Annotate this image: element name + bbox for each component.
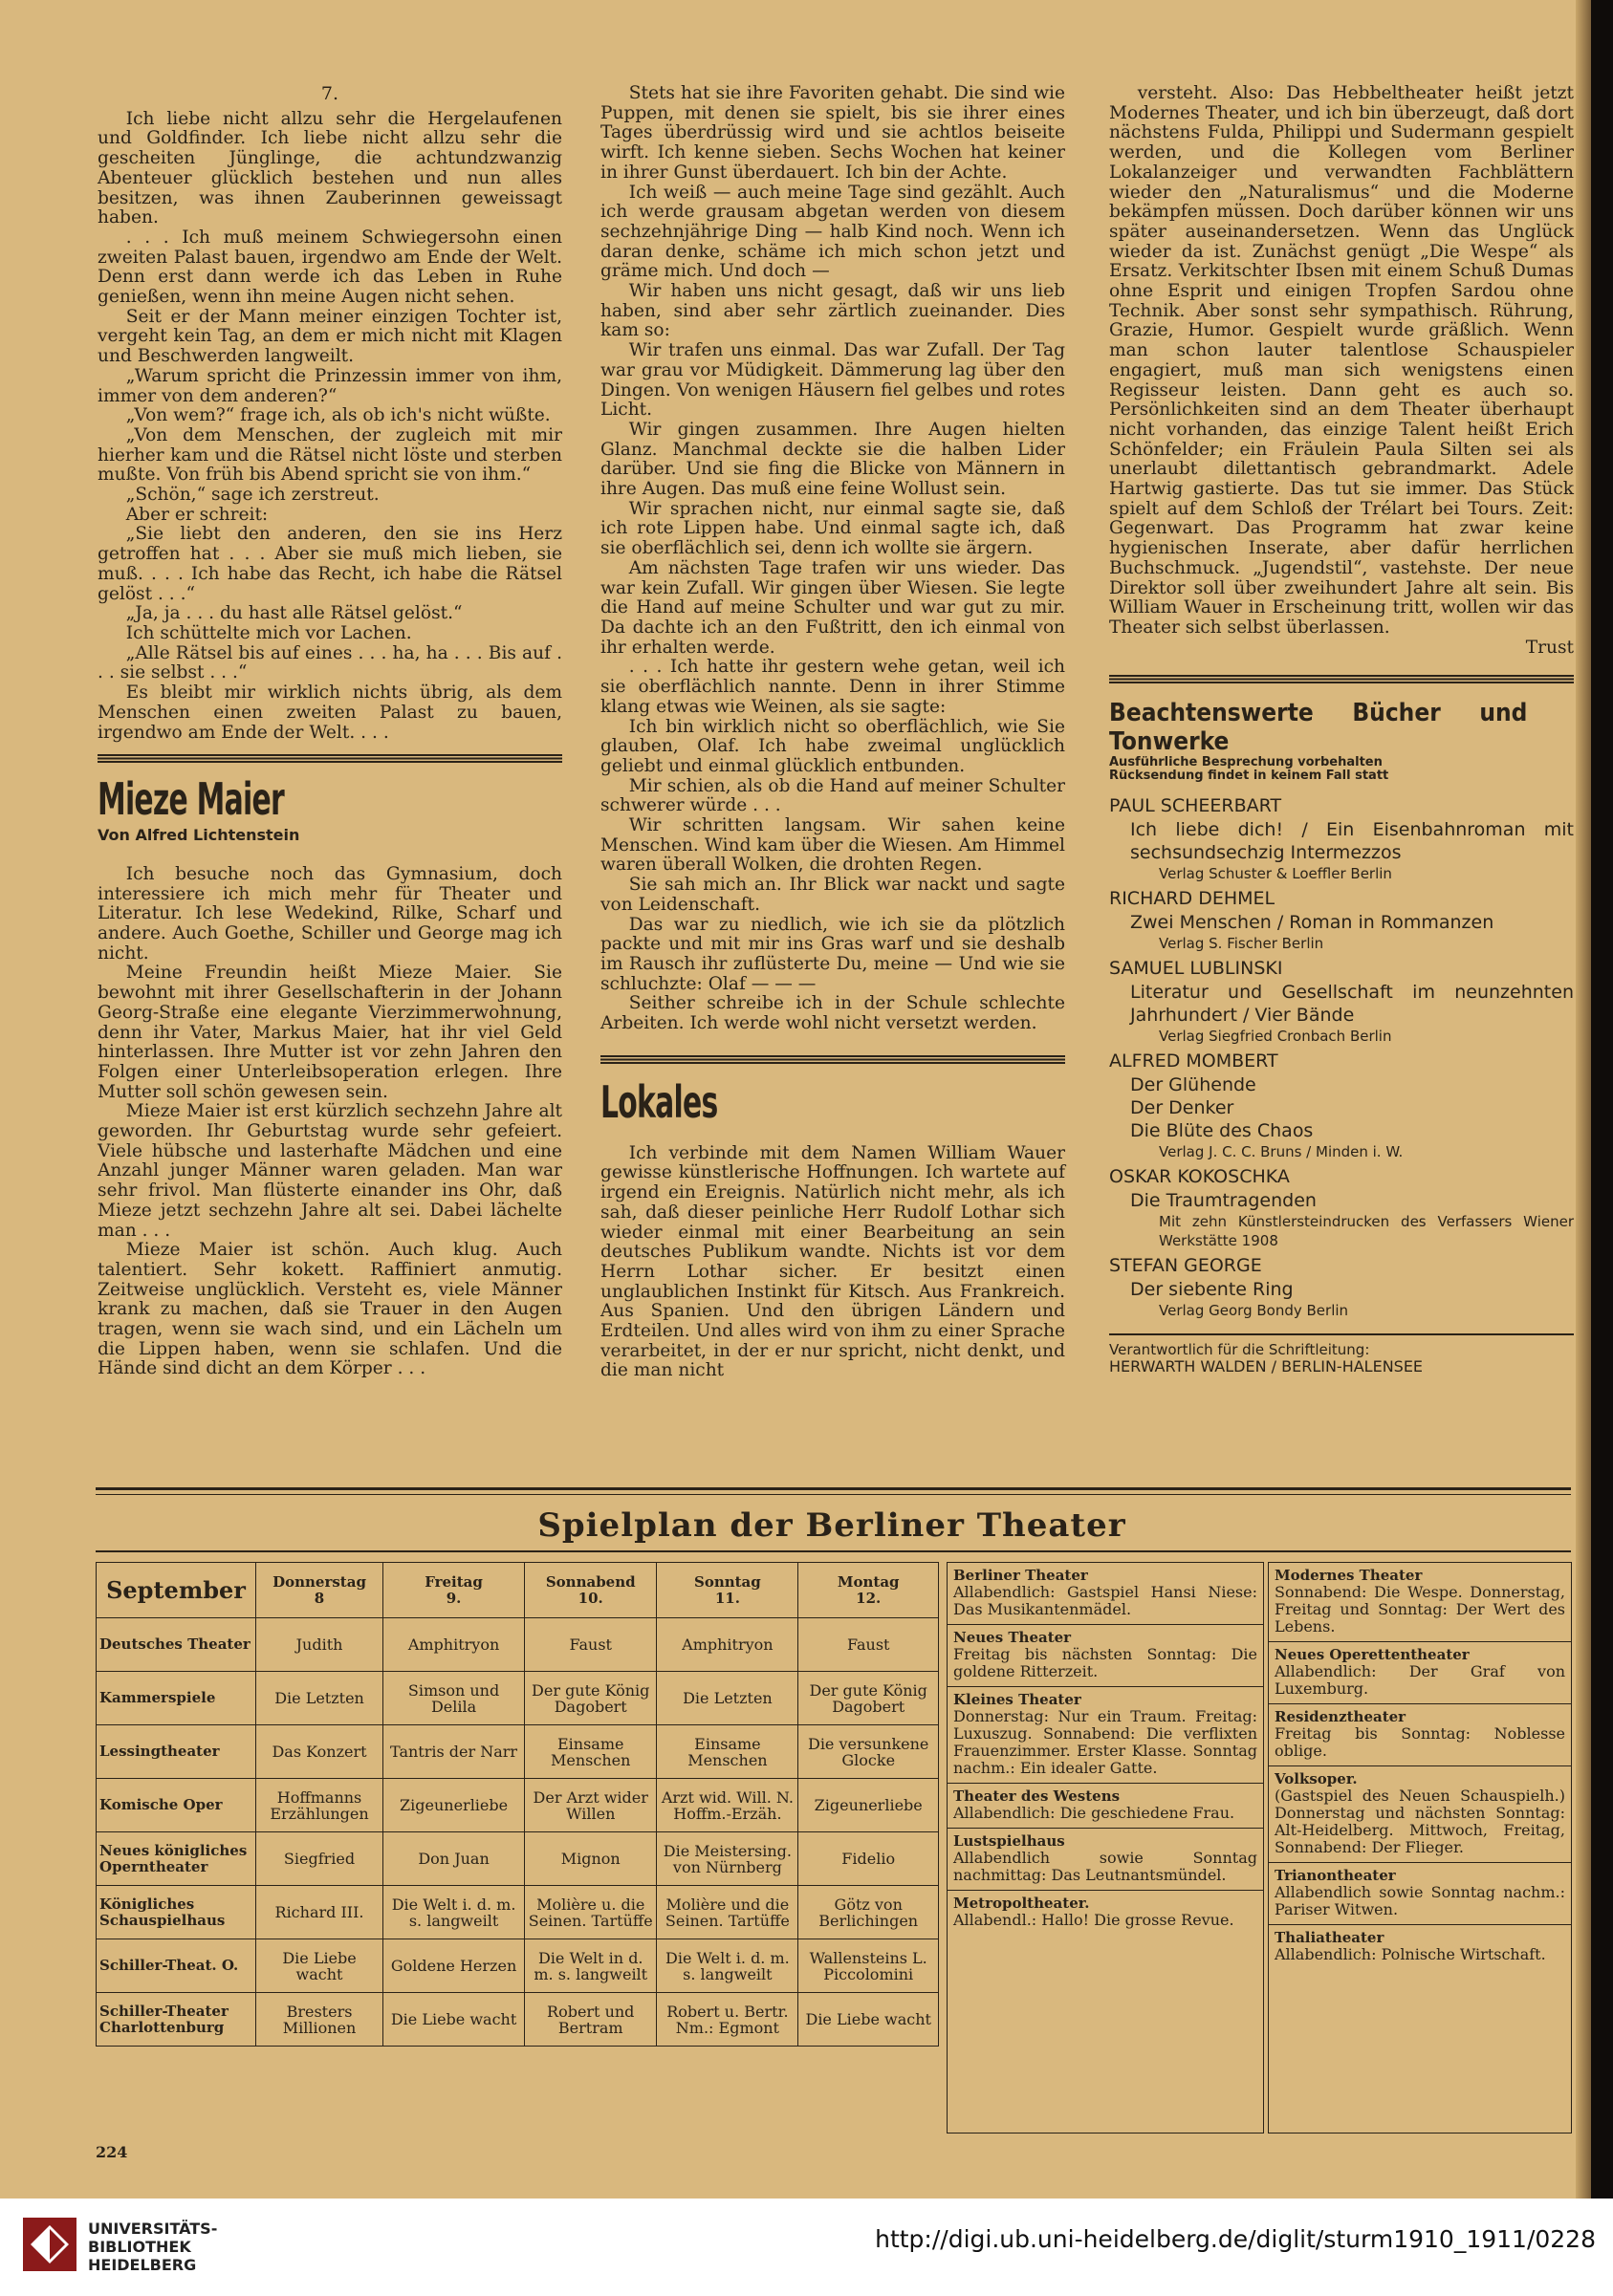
responsible-divider: [1109, 1333, 1574, 1335]
theater-program: Allabendlich: Der Graf von Luxemburg.: [1275, 1662, 1565, 1698]
day-date: 9.: [446, 1589, 462, 1607]
book-entry: [1109, 887, 1574, 953]
paragraph: „Von wem?“ frage ich, als ob ich's nicht wüßte.: [125, 405, 551, 426]
spielplan-cell: Das Konzert: [256, 1725, 383, 1779]
book-publisher: Mit zehn Künstlersteindrucken des Verfassers Wiener Werkstätte 1908: [1159, 1213, 1574, 1250]
spielplan-cell: Götz von Berlichingen: [798, 1886, 939, 1939]
column-2-rule: [600, 1055, 1065, 1064]
theater-entry: [1269, 1766, 1571, 1863]
day-name: Montag: [837, 1572, 900, 1591]
spielplan-day-header: [383, 1563, 525, 1618]
book-publisher: Verlag Schuster & Loeffler Berlin: [1159, 865, 1392, 883]
page-number-bottom: 224: [96, 2143, 128, 2161]
spielplan-cell: Amphitryon: [657, 1618, 798, 1672]
spielplan-cell: Arzt wid. Will. N. Hoffm.-Erzäh.: [657, 1779, 798, 1832]
book-author: SAMUEL LUBLINSKI: [1109, 958, 1283, 980]
spielplan-day-header: [657, 1563, 798, 1618]
day-name: Donnerstag: [272, 1572, 366, 1591]
paragraph: versteht. Also: Das Hebbeltheater heißt jetzt Modernes Theater, und ich bin überzeugt, daß dort nächstens Fulda, Philippi und Sudermann gespielt werden, und die Kollegen vom Berliner Lokalanzeiger und verwandten Fachblättern wieder den „Naturalismus“ und die Moderne bekämpfen müssen. Doch darüber können wir uns später auseinandersetzen. Wenn das Unglück wieder da ist. Zunächst genügt „Die Wespe“ als Ersatz. Verkitschter Ibsen mit einem Schuß Dumas ohne Esprit und einigen Tropfen Sardou ohne Technik. Aber sonst sehr sympathisch. Rührung, Grazie, Humor. Gespielt wurde gräßlich. Wenn man schon lauter talentlose Schauspieler engagiert, muß man sich wenigstens einen Regisseur leisten. Dann geht es auch so. Persönlichkeiten sind an dem Theater überhaupt nicht vorhanden, das einzige Talent heißt Erich Schönfelder; ein Fräulein Paula Silten sei als unerlaubt dilettantisch gebrandmarkt. Adele Hartwig gastierte. Das tut sie immer. Das Stück spielt auf dem Schloß der Trélart bei Tours. Zeit: Gegenwart. Das Programm hat zwar keine hygienischen Inserate, aber dafür herrlichen Buchschmuck. „Jugendstil“, vastehste. Der neue Direktor soll über zweihundert Jahre alt sein. Bis William Wauer in Erscheinung tritt, wollen wir das Theater sich selbst überlassen.: [1109, 83, 1574, 638]
theater-entry: [948, 1829, 1263, 1891]
source-url-link[interactable]: http://digi.ub.uni-heidelberg.de/diglit/sturm1910_1911/0228: [875, 2225, 1596, 2253]
theater-box-right: [1268, 1562, 1572, 2134]
theater-name: Lustspielhaus: [953, 1832, 1065, 1850]
paragraph: Wir haben uns nicht gesagt, daß wir uns lieb haben, sind aber sehr zärtlich zueinander. Dies kam so:: [600, 281, 1065, 341]
paragraph: Ich liebe nicht allzu sehr die Hergelaufenen und Goldfinder. Ich liebe nicht allzu sehr die gescheiten Jünglinge, die achtundzwanzig Abenteuer glücklich bestehen und nun alles besitzen, was ihnen Zauberinnen geweissagt haben.: [98, 108, 562, 228]
day-date: 12.: [856, 1589, 882, 1607]
theater-entry: [948, 1625, 1263, 1687]
spielplan-theater: Deutsches Theater: [97, 1618, 256, 1672]
paragraph: Aber er schreit:: [125, 504, 269, 525]
theater-program: Donnerstag: Nur ein Traum. Freitag: Luxuszug. Sonnabend: Die verflixten Frauenzimmer. Erster Klasse. Sonntag nachm.: Ein idealer Gatte.: [953, 1707, 1257, 1777]
paragraph: Wir schritten langsam. Wir sahen keine Menschen. Wind kam über die Wiesen. Am Himmel waren überall Wolken, die drohten Regen.: [600, 815, 1065, 876]
paragraph: „Von dem Menschen, der zugleich mit mir hierher kam und die Rätsel nicht löste und sterben mußte. Von früh bis Abend spricht sie von ihm.“: [98, 424, 562, 486]
spielplan-row: [97, 1725, 939, 1779]
column-2-text: [600, 84, 1065, 1034]
spielplan-cell: Don Juan: [383, 1832, 525, 1886]
spielplan-cell: Robert u. Bertr. Nm.: Egmont: [657, 1993, 798, 2047]
spielplan-cell: Die Liebe wacht: [383, 1993, 525, 2047]
spielplan-cell: Einsame Menschen: [657, 1725, 798, 1779]
library-name: [88, 2220, 217, 2274]
spielplan-cell: Tantris der Narr: [383, 1725, 525, 1779]
theater-program: (Gastspiel des Neuen Schauspielh.) Donnerstag und nächsten Sonntag: Alt-Heidelberg. Mittwoch, Freitag, Sonnabend: Der Flieger.: [1275, 1787, 1565, 1856]
paragraph: Mir schien, als ob die Hand auf meiner Schulter schwerer würde . . .: [600, 775, 1065, 816]
university-seal-icon: [21, 2216, 78, 2273]
spielplan-cell: Die Letzten: [657, 1672, 798, 1725]
spielplan-top-rule-2: [96, 1494, 1571, 1495]
book-author: STEFAN GEORGE: [1109, 1255, 1262, 1277]
column-3-text: [1109, 84, 1574, 639]
theater-box-left: [947, 1562, 1264, 2134]
library-name-line: HEIDELBERG: [88, 2256, 197, 2274]
spielplan-row: [97, 1672, 939, 1725]
book-title: Die Blüte des Chaos: [1130, 1120, 1314, 1142]
spielplan-row: [97, 1939, 939, 1993]
spielplan-cell: Zigeunerliebe: [383, 1779, 525, 1832]
books-list: [1109, 794, 1574, 1320]
theater-entry: [948, 1687, 1263, 1784]
theater-program: Allabendl.: Hallo! Die grosse Revue.: [953, 1911, 1234, 1929]
theater-name: Neues Operettentheater: [1275, 1646, 1470, 1663]
spielplan-cell: Faust: [525, 1618, 657, 1672]
book-entry: [1109, 794, 1574, 883]
spielplan-cell: Hoffmanns Erzählungen: [256, 1779, 383, 1832]
spielplan-body: [97, 1618, 939, 2047]
theater-entry: [948, 1563, 1263, 1625]
spielplan-cell: Die Letzten: [256, 1672, 383, 1725]
theater-name: Residenztheater: [1275, 1708, 1406, 1725]
spielplan-theater: Lessingtheater: [97, 1725, 256, 1779]
spielplan-theater: Schiller-Theat. O.: [97, 1939, 256, 1993]
spielplan-row: [97, 1886, 939, 1939]
paragraph: Sie sah mich an. Ihr Blick war nackt und sagte von Leidenschaft.: [600, 875, 1065, 915]
paragraph: Mieze Maier ist schön. Auch klug. Auch talentiert. Sehr kokett. Raffiniert anmutig. Zeitweise unglücklich. Versteht es, viele Männer krank zu machen, daß sie Trauer in den Augen tragen, wenn sie wach sind, und ein Lächeln um die Lippen haben, wenn sie schlafen. Und die Hände sind dicht an dem Körper . . .: [98, 1240, 562, 1379]
paragraph: Ich besuche noch das Gymnasium, doch interessiere ich mich mehr für Theater und Literatur. Ich lese Wedekind, Rilke, Scharf und andere. Auch Goethe, Schiller und George mag ich nicht.: [98, 863, 562, 964]
column-2: [600, 84, 1065, 1381]
spielplan-header-row: [97, 1563, 939, 1618]
story-lokales: [600, 1144, 1065, 1381]
spielplan-cell: Judith: [256, 1618, 383, 1672]
spielplan-cell: Molière u. die Seinen. Tartüffe: [525, 1886, 657, 1939]
book-author: OSKAR KOKOSCHKA: [1109, 1166, 1290, 1188]
spielplan-cell: Der gute König Dagobert: [798, 1672, 939, 1725]
book-publisher: Verlag J. C. C. Bruns / Minden i. W.: [1159, 1143, 1404, 1161]
paragraph: Meine Freundin heißt Mieze Maier. Sie bewohnt mit ihrer Gesellschafterin in der Johann Georg-Straße eine elegante Vierzimmerwohnung, denn ihr Vater, Markus Maier, hat ihr viel Geld hinterlassen. Ihre Mutter ist vor zehn Jahren den Folgen einer Unterleibsoperation erlegen. Ihre Mutter soll schön gewesen sein.: [98, 963, 562, 1102]
book-title: Der Glühende: [1130, 1074, 1256, 1096]
day-date: 11.: [714, 1589, 740, 1607]
paragraph: „Sie liebt den anderen, den sie ins Herz getroffen hat . . . Aber sie muß mich lieben, sie muß. . . . Ich habe das Recht, ich habe die Rätsel gelöst . . .“: [98, 524, 562, 604]
spielplan-cell: Die Welt i. d. m. s. langweilt: [383, 1886, 525, 1939]
theater-entry: [1269, 1642, 1571, 1704]
spielplan-row: [97, 1832, 939, 1886]
paragraph: Seither schreibe ich in der Schule schlechte Arbeiten. Ich werde wohl nicht versetzt werden.: [600, 993, 1065, 1034]
spielplan-cell: Wallensteins L. Piccolomini: [798, 1939, 939, 1993]
theater-program: Allabendlich sowie Sonntag nachmittag: Das Leutnantsmündel.: [953, 1849, 1257, 1884]
theater-entry: [948, 1891, 1263, 1935]
spielplan-cell: Der gute König Dagobert: [525, 1672, 657, 1725]
book-entry: [1109, 1165, 1574, 1250]
byline: Von Alfred Lichtenstein: [98, 826, 300, 845]
theater-name: Thaliatheater: [1275, 1929, 1384, 1946]
paragraph: Wir trafen uns einmal. Das war Zufall. Der Tag war grau vor Müdigkeit. Dämmerung lag über den Dingen. Von wenigen Häusern fiel gelbes und rotes Licht.: [600, 340, 1065, 421]
spielplan-cell: Molière und die Seinen. Tartüffe: [657, 1886, 798, 1939]
theater-name: Theater des Westens: [953, 1787, 1121, 1805]
books-subtitle-line: Ausführliche Besprechung vorbehalten: [1109, 755, 1383, 770]
theater-entry: [1269, 1563, 1571, 1642]
spielplan-row: [97, 1993, 939, 2047]
theater-entry: [1269, 1704, 1571, 1766]
day-name: Sonntag: [693, 1572, 761, 1591]
page-number-top: 7.: [320, 83, 339, 104]
spielplan-cell: Amphitryon: [383, 1618, 525, 1672]
theater-name: Volksoper.: [1275, 1770, 1358, 1787]
library-footer: [0, 2199, 1613, 2296]
theater-program: Freitag bis nächsten Sonntag: Die goldene Ritterzeit.: [953, 1645, 1257, 1680]
paragraph: „Schön,“ sage ich zerstreut.: [125, 485, 380, 506]
signature: Trust: [1525, 637, 1574, 658]
spielplan-theater: Schiller-Theater Charlottenburg: [97, 1993, 256, 2047]
responsible-label: Verantwortlich für die Schriftleitung:: [1109, 1341, 1370, 1359]
day-name: Sonnabend: [545, 1572, 636, 1591]
book-entry: [1109, 1050, 1574, 1161]
scan-edge: [1591, 0, 1613, 2199]
spielplan-cell: Fidelio: [798, 1832, 939, 1886]
theater-program: Freitag bis Sonntag: Noblesse oblige.: [1275, 1724, 1565, 1760]
spielplan-cell: Siegfried: [256, 1832, 383, 1886]
spielplan-day-header: [798, 1563, 939, 1618]
paragraph: Stets hat sie ihre Favoriten gehabt. Die sind wie Puppen, mit denen sie spielt, bis sie ihrer eines Tages überdrüssig wird und sie achtlos beiseite wirft. Ich kenne sieben. Sechs Wochen hat keiner in ihrer Gunst überdauert. Ich bin der Achte.: [600, 83, 1065, 183]
paragraph: Mieze Maier ist erst kürzlich sechzehn Jahre alt geworden. Ihr Geburtstag wurde sehr gefeiert. Viele hübsche und lasterhafte Mädchen und eine Anzahl junger Männer waren geladen. Man war sehr frivol. Man flüsterte einander ins Ohr, daß Mieze jetzt sechzehn Jahre alt sei. Dabei lächelte man . . .: [98, 1101, 562, 1241]
paragraph: Wir sprachen nicht, nur einmal sagte sie, daß ich rote Lippen habe. Und einmal sagte ich, daß sie oberflächlich sei, denn ich wollte sie ärgern.: [600, 498, 1065, 559]
paragraph: Es bleibt mir wirklich nichts übrig, als dem Menschen einen zweiten Palast zu bauen, irgendwo am Ende der Welt. . . .: [98, 682, 562, 743]
spielplan-cell: Die Liebe wacht: [256, 1939, 383, 1993]
page-edge: [1576, 0, 1591, 2199]
paragraph: Ich verbinde mit dem Namen William Wauer gewisse künstlerische Hoffnungen. Ich wartete auf irgend ein Ereignis. Natürlich nicht mehr, als ich sah, daß dieser peinliche Herr Rudolf Lothar sich wieder einmal mit einer Bearbeitung an sein deutsches Publikum wandte. Nichts ist vor dem Herrn Lothar sicher. Er besitzt einen unglaublichen Instinkt für Kitsch. Aus Frankreich. Aus Spanien. Und den übrigen Ländern und Erdteilen. Und alles wird von ihm zu einer Sprache verarbeitet, in der er nur spricht, nicht denkt, und die man nicht: [600, 1142, 1065, 1381]
spielplan-cell: Die Liebe wacht: [798, 1993, 939, 2047]
theater-program: Sonnabend: Die Wespe. Donnerstag, Freitag und Sonntag: Der Wert des Lebens.: [1275, 1583, 1565, 1635]
spielplan-title: Spielplan der Berliner Theater: [537, 1506, 1126, 1545]
theater-program: Allabendlich: Polnische Wirtschaft.: [1275, 1945, 1546, 1963]
spielplan-day-header: [525, 1563, 657, 1618]
theater-name: Berliner Theater: [953, 1567, 1088, 1584]
book-author: RICHARD DEHMEL: [1109, 888, 1275, 910]
headline-mieze-maier: Mieze Maier: [98, 773, 284, 826]
book-title: Zwei Menschen / Roman in Rommanzen: [1130, 912, 1494, 934]
paragraph: „Ja, ja . . . du hast alle Rätsel gelöst.“: [125, 603, 463, 624]
spielplan-day-header: [256, 1563, 383, 1618]
spielplan-cell: Die Meistersing. von Nürnberg: [657, 1832, 798, 1886]
day-name: Freitag: [425, 1572, 483, 1591]
spielplan-cell: Einsame Menschen: [525, 1725, 657, 1779]
book-publisher: Verlag S. Fischer Berlin: [1159, 935, 1324, 953]
responsible-editor: [1109, 1341, 1574, 1375]
paragraph: Ich schüttelte mich vor Lachen.: [125, 622, 412, 643]
theater-name: Neues Theater: [953, 1629, 1072, 1646]
column-1-text: [98, 110, 562, 744]
paragraph: . . . Ich hatte ihr gestern wehe getan, weil ich sie oberflächlich nannte. Denn in ihrer Stimme klang etwas wie Weinen, als sie sagte:: [600, 657, 1065, 717]
paragraph: Seit er der Mann meiner einzigen Tochter ist, vergeht kein Tag, an dem er mich nicht mit Klagen und Beschwerden langweilt.: [98, 306, 562, 367]
column-1: [98, 84, 562, 1379]
spielplan-cell: Simson und Delila: [383, 1672, 525, 1725]
spielplan-cell: Bresters Millionen: [256, 1993, 383, 2047]
theater-entry: [1269, 1925, 1571, 1969]
library-name-line: BIBLIOTHEK: [88, 2238, 191, 2256]
day-date: 8: [314, 1589, 325, 1607]
story-mieze-maier: [98, 865, 562, 1379]
spielplan-cell: Zigeunerliebe: [798, 1779, 939, 1832]
paragraph: . . . Ich muß meinem Schwiegersohn einen zweiten Palast bauen, irgendwo am Ende der Welt. Denn erst dann werde ich das Leben in Ruhe genießen, wenn ihn meine Augen nicht sehen.: [98, 227, 562, 308]
book-title: Der Denker: [1130, 1097, 1234, 1119]
theater-program: Allabendlich: Gastspiel Hansi Niese: Das Musikantenmädel.: [953, 1583, 1257, 1618]
paragraph: Ich bin wirklich nicht so oberflächlich, wie Sie glauben, Olaf. Ich habe zweimal unglücklich geliebt und einmal glücklich entbunden.: [600, 716, 1065, 776]
column-3: [1109, 84, 1574, 1375]
book-author: PAUL SCHEERBART: [1109, 795, 1282, 817]
spielplan-cell: Mignon: [525, 1832, 657, 1886]
day-date: 10.: [578, 1589, 603, 1607]
book-title: Die Traumtragenden: [1130, 1190, 1317, 1212]
responsible-name: HERWARTH WALDEN / BERLIN-HALENSEE: [1109, 1357, 1424, 1376]
spielplan-row: [97, 1779, 939, 1832]
spielplan-cell: Faust: [798, 1618, 939, 1672]
books-subtitle-line: Rücksendung findet in keinem Fall statt: [1109, 769, 1389, 784]
column-1-rule: [98, 754, 562, 763]
spielplan-cell: Die Welt i. d. m. s. langweilt: [657, 1939, 798, 1993]
paragraph: Am nächsten Tage trafen wir uns wieder. Das war kein Zufall. Wir gingen über Wiesen. Sie legte die Hand auf meine Schulter und war gut zu mir. Da dachte ich an den Fußtritt, den ich einmal von ihr erhalten werde.: [600, 557, 1065, 658]
book-title: Literatur und Gesellschaft im neunzehnten Jahrhundert / Vier Bände: [1130, 982, 1574, 1027]
spielplan-table: [96, 1562, 939, 2047]
spielplan-theater: Königliches Schauspielhaus: [97, 1886, 256, 1939]
theater-entry: [948, 1784, 1263, 1829]
spielplan-cell: Die versunkene Glocke: [798, 1725, 939, 1779]
theater-name: Kleines Theater: [953, 1691, 1081, 1708]
theater-name: Modernes Theater: [1275, 1567, 1423, 1584]
spielplan-theater: Kammerspiele: [97, 1672, 256, 1725]
spielplan-cell: Robert und Bertram: [525, 1993, 657, 2047]
theater-entry: [1269, 1863, 1571, 1925]
spielplan-theater: Neues königliches Operntheater: [97, 1832, 256, 1886]
spielplan-top-rule: [96, 1487, 1571, 1490]
spielplan-cell: Richard III.: [256, 1886, 383, 1939]
book-entry: [1109, 957, 1574, 1046]
spielplan-month: September: [97, 1563, 256, 1618]
column-3-rule: [1109, 675, 1574, 683]
paragraph: Wir gingen zusammen. Ihre Augen hielten Glanz. Manchmal deckte sie die halben Lider darüber. Und sie fing die Blicke von Männern in ihre Augen. Das muß eine feine Wollust sein.: [600, 419, 1065, 500]
theater-name: Trianontheater: [1275, 1867, 1396, 1884]
paragraph: „Warum spricht die Prinzessin immer von ihm, immer von dem anderen?“: [98, 365, 562, 406]
headline-lokales: Lokales: [600, 1075, 718, 1128]
spielplan-cell: Der Arzt wider Willen: [525, 1779, 657, 1832]
book-title: Der siebente Ring: [1130, 1279, 1294, 1301]
books-title: Beachtenswerte Bücher und Tonwerke: [1109, 699, 1528, 757]
spielplan-row: [97, 1618, 939, 1672]
spielplan-theater: Komische Oper: [97, 1779, 256, 1832]
spielplan-cell: Goldene Herzen: [383, 1939, 525, 1993]
book-publisher: Verlag Georg Bondy Berlin: [1159, 1302, 1349, 1320]
books-subtitle: [1109, 756, 1574, 783]
paragraph: Das war zu niedlich, wie ich sie da plötzlich packte und mit mir ins Gras warf und sie deshalb im Rausch ihr zuflüsterte Du, meine — Und wie sie schluchzte: Olaf — — —: [600, 914, 1065, 994]
spielplan-title-rule: [96, 1550, 1571, 1552]
library-name-line: UNIVERSITÄTS-: [88, 2220, 218, 2238]
theater-program: Allabendlich: Die geschiedene Frau.: [953, 1804, 1235, 1822]
book-entry: [1109, 1254, 1574, 1320]
paragraph: Ich weiß — auch meine Tage sind gezählt. Auch ich werde grausam abgetan werden von diesem sechzehnjährige Ding — halb Kind noch. Wenn ich daran denke, schäme ich mich schon jetzt und gräme mich. Und doch —: [600, 182, 1065, 282]
book-title: Ich liebe dich! / Ein Eisenbahnroman mit sechsundsechzig Intermezzos: [1130, 819, 1574, 864]
paragraph: „Alle Rätsel bis auf eines . . . ha, ha . . . Bis auf . . . sie selbst . . .“: [98, 642, 562, 683]
theater-program: Allabendlich sowie Sonntag nachm.: Pariser Witwen.: [1275, 1883, 1565, 1918]
theater-name: Metropoltheater.: [953, 1895, 1090, 1912]
book-publisher: Verlag Siegfried Cronbach Berlin: [1159, 1028, 1392, 1046]
spielplan-cell: Die Welt in d. m. s. langweilt: [525, 1939, 657, 1993]
book-author: ALFRED MOMBERT: [1109, 1051, 1278, 1072]
